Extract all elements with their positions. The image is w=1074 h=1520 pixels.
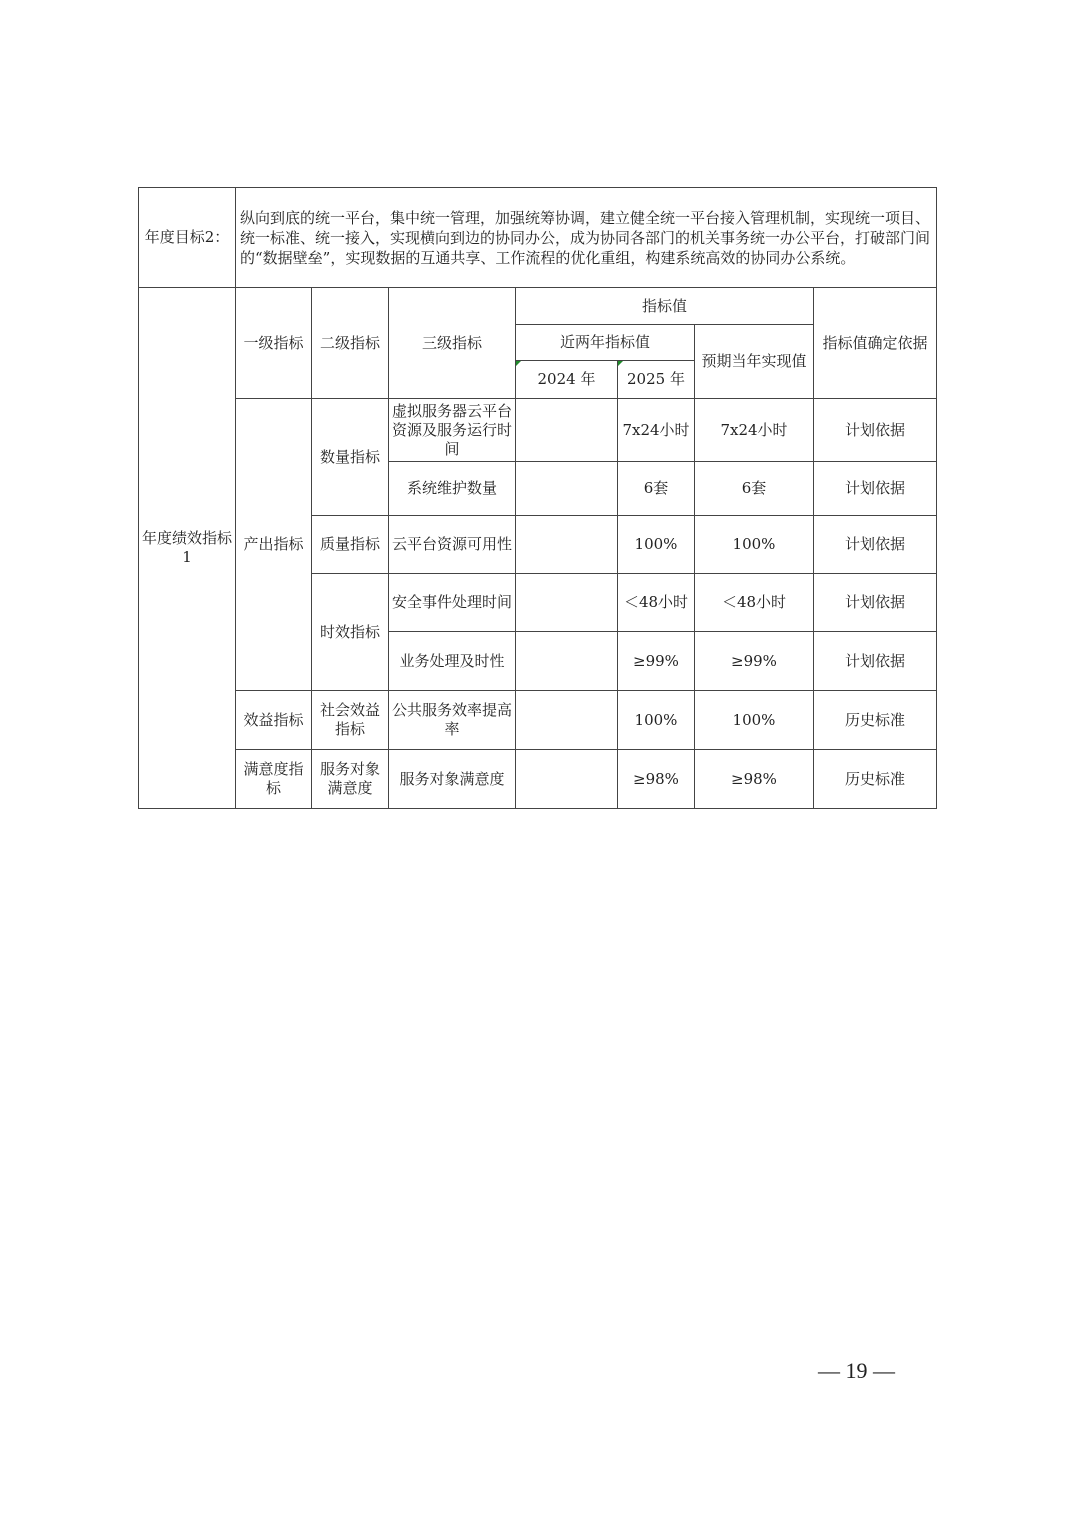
level2-timeliness: 时效指标 xyxy=(312,574,389,691)
level3-cell: 云平台资源可用性 xyxy=(389,516,516,574)
level1-satisfaction: 满意度指标 xyxy=(236,750,312,809)
value-2025: ≥98% xyxy=(618,750,695,809)
section-label: 年度绩效指标1 xyxy=(139,288,236,809)
header-level1: 一级指标 xyxy=(236,288,312,399)
header-level2: 二级指标 xyxy=(312,288,389,399)
page-number: — 19 — xyxy=(818,1358,895,1383)
cell-marker xyxy=(516,361,521,366)
value-basis: 计划依据 xyxy=(814,516,937,574)
value-basis: 历史标准 xyxy=(814,691,937,750)
header-year-2024 xyxy=(516,361,618,399)
level2-social: 社会效益指标 xyxy=(312,691,389,750)
value-expected: 6套 xyxy=(695,462,814,516)
cell-marker xyxy=(618,361,623,366)
header-recent-two-years: 近两年指标值 xyxy=(516,325,695,361)
value-expected: ≥98% xyxy=(695,750,814,809)
value-expected: 100% xyxy=(695,691,814,750)
header-level3: 三级指标 xyxy=(389,288,516,399)
value-expected: ≥99% xyxy=(695,632,814,691)
level2-service: 服务对象满意度 xyxy=(312,750,389,809)
level3-cell: 服务对象满意度 xyxy=(389,750,516,809)
header-year-2025 xyxy=(618,361,695,399)
level1-output: 产出指标 xyxy=(236,399,312,691)
level3-cell: 系统维护数量 xyxy=(389,462,516,516)
value-2024 xyxy=(516,399,618,462)
value-2025: 7x24小时 xyxy=(618,399,695,462)
value-basis: 计划依据 xyxy=(814,462,937,516)
value-2024 xyxy=(516,750,618,809)
goal-label: 年度目标2： xyxy=(139,188,236,288)
table-row xyxy=(139,399,937,462)
value-2024 xyxy=(516,462,618,516)
value-2024 xyxy=(516,691,618,750)
value-basis: 计划依据 xyxy=(814,632,937,691)
level3-cell: 业务处理及时性 xyxy=(389,632,516,691)
header-year-2025-label: 2025 年 xyxy=(627,370,685,388)
level3-cell: 虚拟服务器云平台资源及服务运行时间 xyxy=(389,399,516,462)
value-2025: ≥99% xyxy=(618,632,695,691)
value-2025: 100% xyxy=(618,691,695,750)
level2-quality: 质量指标 xyxy=(312,516,389,574)
table-row xyxy=(139,750,937,809)
value-expected: ＜48小时 xyxy=(695,574,814,632)
level3-cell: 安全事件处理时间 xyxy=(389,574,516,632)
level2-quantity: 数量指标 xyxy=(312,399,389,516)
value-basis: 历史标准 xyxy=(814,750,937,809)
value-2024 xyxy=(516,632,618,691)
value-basis: 计划依据 xyxy=(814,574,937,632)
table-row xyxy=(139,691,937,750)
value-basis: 计划依据 xyxy=(814,399,937,462)
goal-description: 纵向到底的统一平台，集中统一管理，加强统筹协调，建立健全统一平台接入管理机制，实现统一项目、统一标准、统一接入，实现横向到边的协同办公，成为协同各部门的机关事务统一办公平台，打破部门间的“数据壁垒”，实现数据的互通共享、工作流程的优化重组，构建系统高效的协同办公系统。 xyxy=(236,188,937,288)
value-2025: 6套 xyxy=(618,462,695,516)
value-2024 xyxy=(516,574,618,632)
header-expected: 预期当年实现值 xyxy=(695,325,814,399)
value-2024 xyxy=(516,516,618,574)
value-expected: 7x24小时 xyxy=(695,399,814,462)
value-expected: 100% xyxy=(695,516,814,574)
header-value-group: 指标值 xyxy=(516,288,814,325)
header-year-2024-label: 2024 年 xyxy=(537,370,596,388)
value-2025: ＜48小时 xyxy=(618,574,695,632)
level1-benefit: 效益指标 xyxy=(236,691,312,750)
value-2025: 100% xyxy=(618,516,695,574)
header-basis: 指标值确定依据 xyxy=(814,288,937,399)
level3-cell: 公共服务效率提高率 xyxy=(389,691,516,750)
performance-indicator-table xyxy=(138,187,937,809)
